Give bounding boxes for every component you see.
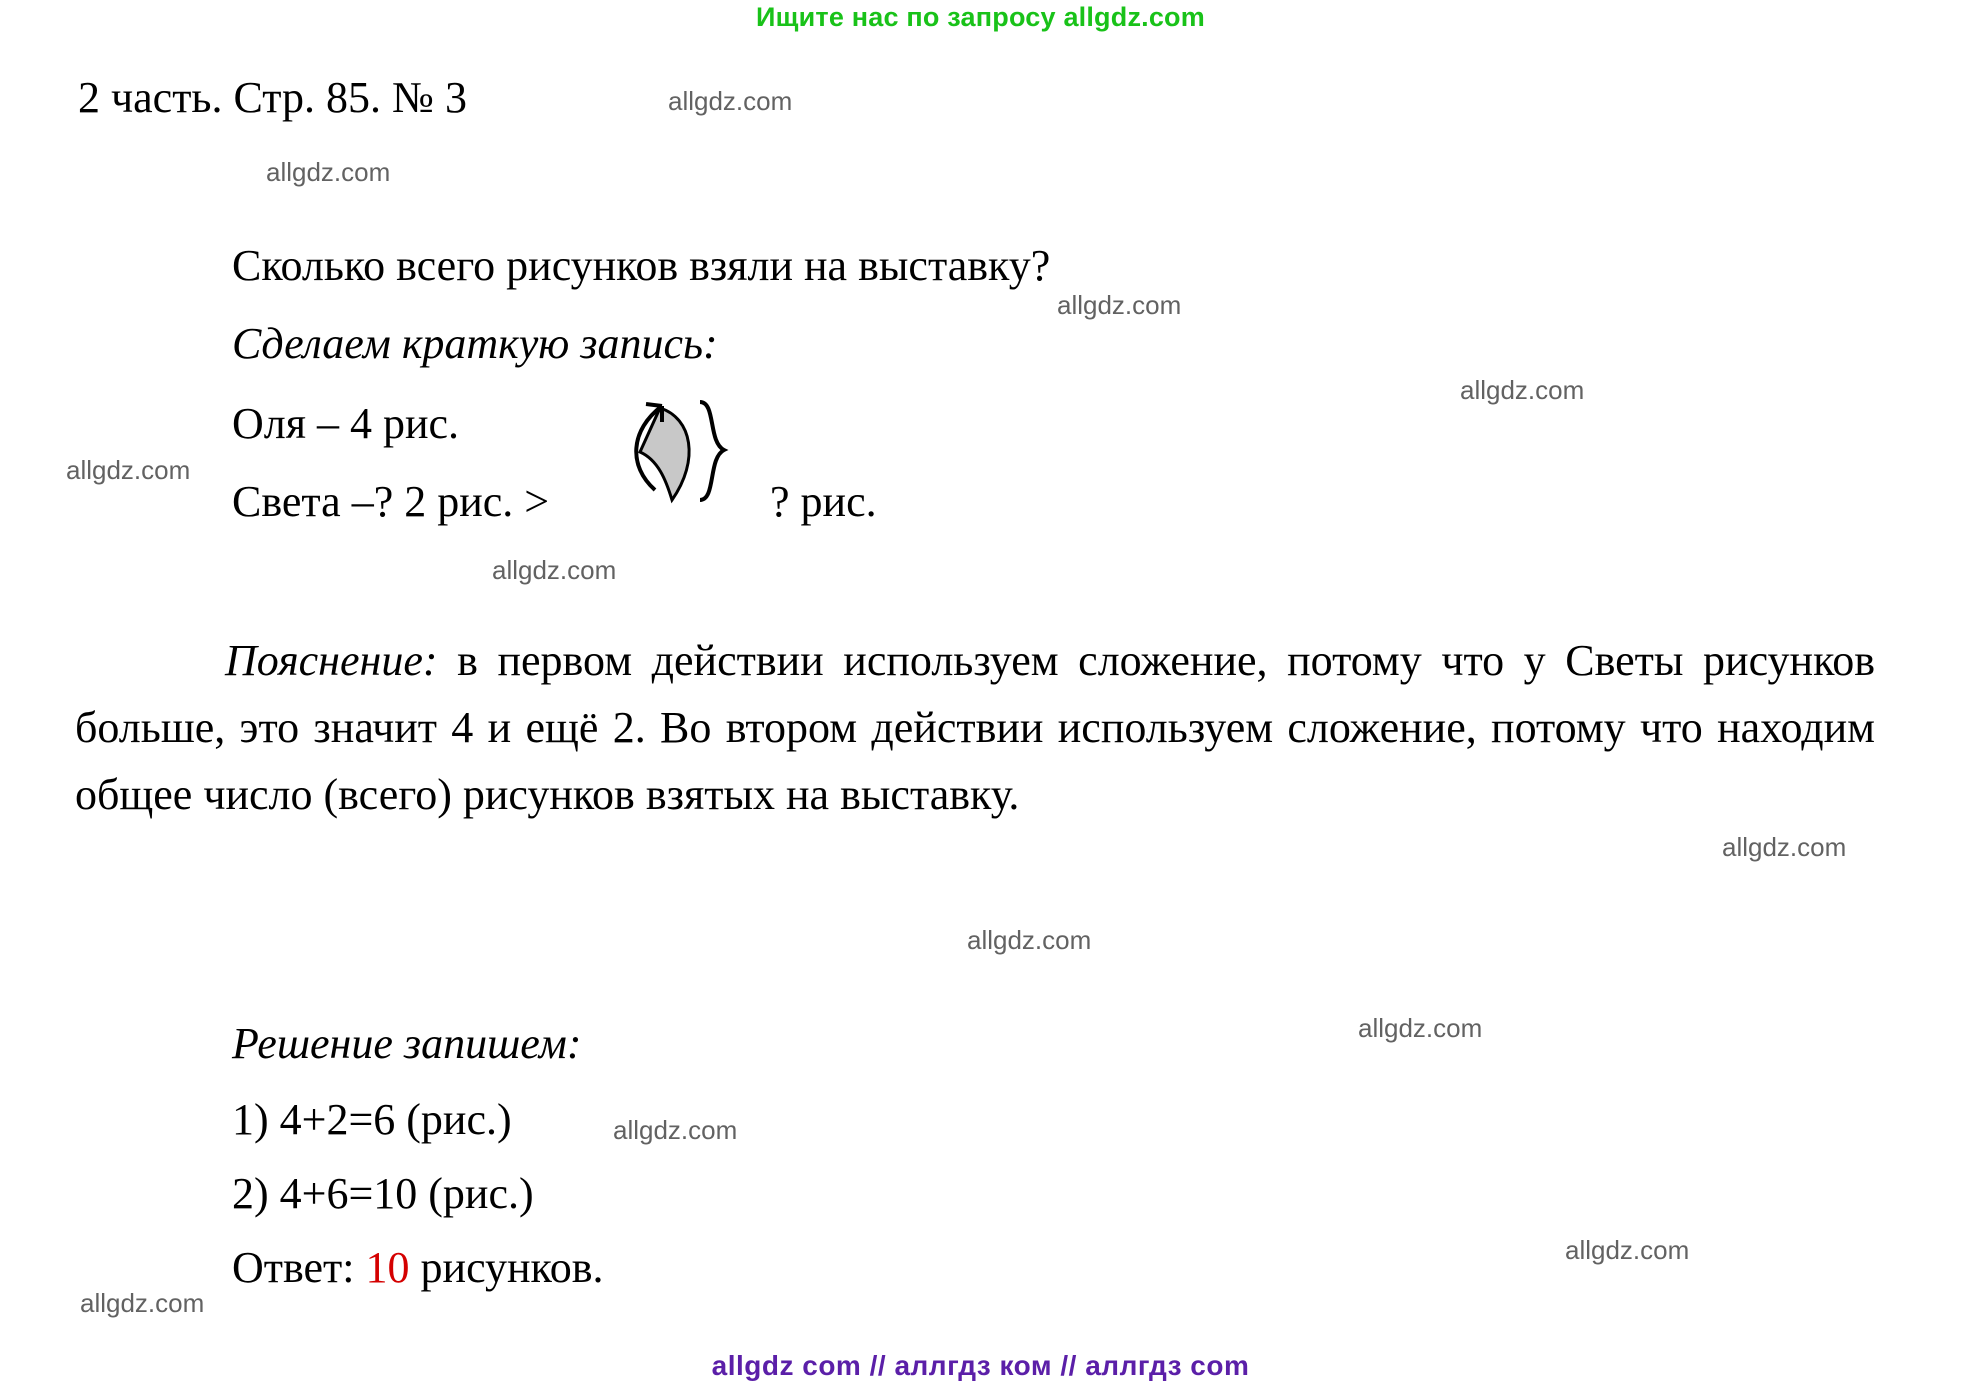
task-question: Сколько всего рисунков взяли на выставку? xyxy=(232,241,1051,290)
watermark: allgdz.com xyxy=(1722,832,1847,862)
short-note-total: ? рис. xyxy=(770,477,877,526)
short-note-line-sveta: Света –? 2 рис. > xyxy=(232,477,550,526)
explanation-label: Пояснение: xyxy=(225,636,438,685)
watermark: allgdz.com xyxy=(80,1288,205,1318)
watermark: allgdz.com xyxy=(66,455,191,485)
solution-label: Решение запишем: xyxy=(232,1019,582,1068)
watermark: allgdz.com xyxy=(1358,1013,1483,1043)
watermark: allgdz.com xyxy=(967,925,1092,955)
short-note-line-olya: Оля – 4 рис. xyxy=(232,399,460,448)
explanation-text: в первом действии используем сложение, потому что у Светы рисунков больше, это значит 4 и ещё 2. Во втором действии используем сложение, потому что находим общее число (всего) рисунков взятых на выставку. xyxy=(75,636,1875,819)
answer-value: 10 xyxy=(365,1243,410,1292)
watermark: allgdz.com xyxy=(266,157,391,187)
bottom-banner: allgdz com // аллгдз ком // аллгдз com xyxy=(711,1350,1250,1381)
watermark: allgdz.com xyxy=(613,1115,738,1145)
explanation-paragraph xyxy=(75,628,1875,829)
solution-step-2: 2) 4+6=10 (рис.) xyxy=(232,1169,534,1218)
answer-suffix: рисунков. xyxy=(409,1243,604,1292)
page-title: 2 часть. Стр. 85. № 3 xyxy=(78,73,467,122)
watermark: allgdz.com xyxy=(1057,290,1182,320)
watermark: allgdz.com xyxy=(668,86,793,116)
watermark: allgdz.com xyxy=(1565,1235,1690,1265)
answer-prefix: Ответ: xyxy=(232,1243,366,1292)
short-note-label: Сделаем краткую запись: xyxy=(232,319,718,368)
watermark: allgdz.com xyxy=(492,555,617,585)
top-banner: Ищите нас по запросу allgdz.com xyxy=(756,2,1205,32)
watermark: allgdz.com xyxy=(1460,375,1585,405)
solution-step-1: 1) 4+2=6 (рис.) xyxy=(232,1095,512,1144)
solution-answer xyxy=(232,1242,603,1293)
